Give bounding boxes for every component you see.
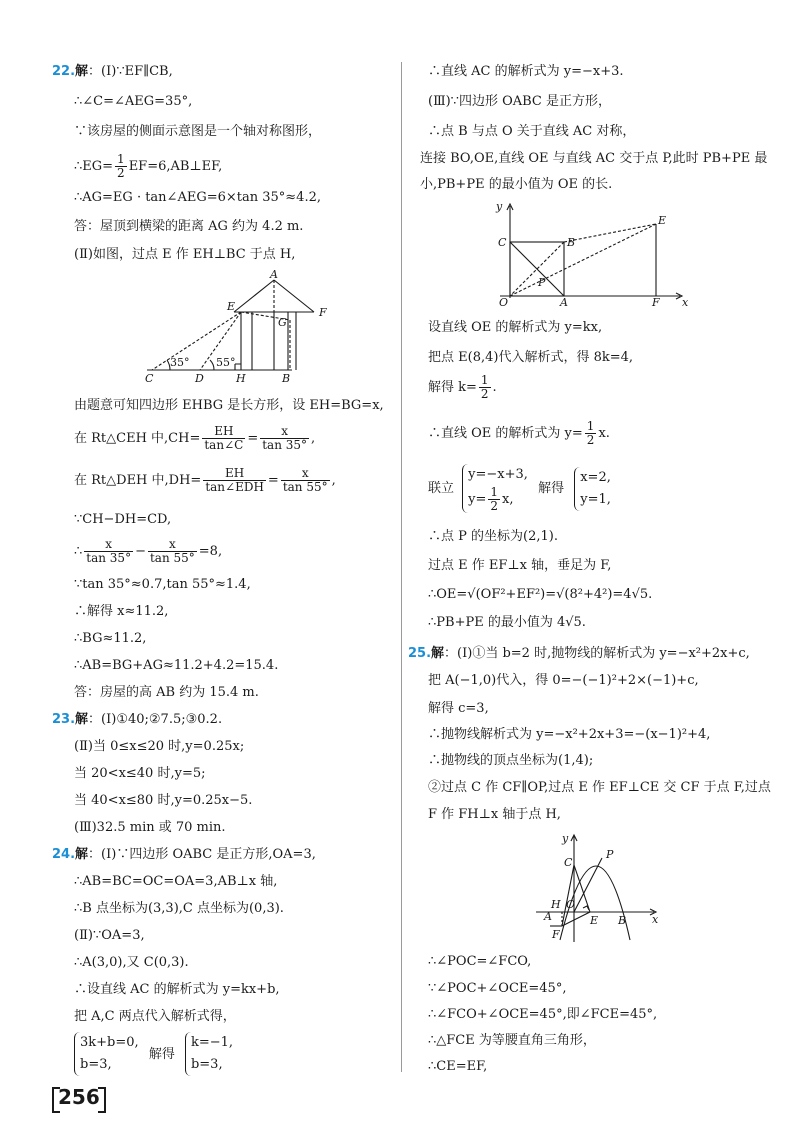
q25-line-4: ∴抛物线解析式为 y=−x²+2x+3=−(x−1)²+4, (428, 727, 711, 742)
q22-line-7: (Ⅱ)如图，过点 E 作 EH⊥BC 于点 H, (74, 247, 296, 262)
q23-jie: 解 (75, 712, 89, 727)
label-F: F (319, 306, 327, 319)
text: = (267, 473, 279, 488)
equation-system (462, 464, 528, 513)
eq: x=2, (580, 469, 611, 485)
label-O: O (566, 898, 576, 911)
text: ∴直线 OE 的解析式为 y= (428, 426, 583, 441)
label-O: O (499, 296, 509, 309)
q24-coordinate-figure (492, 198, 692, 310)
q24-r6: 设直线 OE 的解析式为 y=kx, (428, 320, 603, 335)
label-E: E (658, 214, 667, 227)
q24-line-7: 把 A,C 两点代入解析式得， (74, 1009, 236, 1024)
label-H: H (236, 372, 246, 385)
frac-den: 2 (490, 499, 499, 513)
eq (468, 486, 528, 513)
text: x, (502, 492, 514, 507)
q22-house-figure (142, 268, 362, 388)
q24-number: 24. (52, 847, 76, 862)
frac-num: EH (203, 467, 266, 481)
q25-line-2: 把 A(−1,0)代入，得 0=−(−1)²+2×(−1)+c, (428, 673, 699, 688)
frac-num: 1 (480, 373, 489, 387)
q23-line-5: (Ⅲ)32.5 min 或 70 min. (74, 820, 226, 835)
frac-num: EH (202, 425, 245, 439)
eq: y=1, (580, 491, 611, 507)
label-D: D (195, 372, 204, 385)
q25-line-6: ②过点 C 作 CF∥OP,过点 E 作 EF⊥CE 交 CF 于点 F,过点 (428, 780, 771, 795)
label-A: A (544, 910, 552, 923)
q25-line-9: ∵∠POC+∠OCE=45°, (428, 981, 567, 996)
q22-line-17: 答：房屋的高 AB 约为 15.4 m. (74, 685, 259, 700)
q24-r8 (428, 373, 497, 403)
q22-line-1 (52, 63, 173, 81)
eq: k=−1, (190, 1035, 234, 1050)
frac-den: 2 (480, 387, 489, 401)
frac-num: 1 (117, 152, 125, 166)
q24-line-1 (52, 846, 316, 864)
q24-r4: 连接 BO,OE,直线 OE 与直线 AC 交于点 P,此时 PB+PE 最 (420, 151, 768, 166)
text: 解得 (538, 481, 565, 496)
text: , (331, 473, 336, 488)
q22-l4b: EF=6,AB⊥EF, (128, 159, 223, 174)
q24-r13: ∴PB+PE 的最小值为 4√5. (428, 615, 586, 630)
label-B: B (618, 914, 627, 927)
q22-line-8: 由题意可知四边形 EHBG 是长方形，设 EH=BG=x, (74, 398, 384, 413)
text: 在 Rt△CEH 中,CH= (74, 431, 201, 446)
axis-x-label: x (652, 913, 659, 926)
q23-line-3: 当 20<x≤40 时,y=5; (74, 766, 206, 781)
q22-l4a: ∴EG= (74, 159, 114, 174)
fraction (84, 538, 133, 565)
eq: b=3, (80, 1057, 112, 1072)
label-C: C (498, 236, 507, 249)
frac-num: 1 (586, 419, 595, 433)
frac-num: x (84, 538, 133, 552)
label-35deg: 35° (170, 356, 190, 369)
text: = (247, 431, 259, 446)
equation-system (185, 1032, 233, 1076)
label-P: P (606, 848, 614, 861)
q22-line-16: ∴AB=BG+AG≈11.2+4.2=15.4. (74, 658, 279, 673)
column-divider (401, 62, 402, 1072)
text: − (135, 544, 146, 559)
q24-r3: ∴点 B 与点 O 关于直线 AC 对称， (428, 124, 636, 139)
q24-r12: ∴OE=√(OF²+EF²)=√(8²+4²)=4√5. (428, 587, 653, 602)
label-C: C (145, 372, 154, 385)
fraction (488, 486, 500, 513)
q22-line-4 (74, 152, 222, 182)
fraction (585, 420, 597, 447)
label-F: F (652, 296, 660, 309)
q22-line-2: ∴∠C=∠AEG=35°, (74, 94, 193, 109)
q24-line-5: ∴A(3,0),又 C(0,3). (74, 955, 189, 970)
q25-line-7: F 作 FH⊥x 轴于点 H, (428, 807, 561, 822)
q24-line-3: ∴B 点坐标为(3,3),C 点坐标为(0,3). (74, 901, 284, 916)
text: , (311, 431, 316, 446)
text: =8, (198, 544, 223, 559)
label-F: F (552, 928, 560, 941)
text: 解得 (148, 1046, 175, 1062)
text: 在 Rt△DEH 中,DH= (74, 473, 202, 488)
frac-num: 1 (490, 485, 499, 499)
q25-line-12: ∴CE=EF, (428, 1059, 488, 1074)
eq: 3k+b=0, (80, 1035, 139, 1050)
q25-line-3: 解得 c=3, (428, 701, 489, 716)
frac-num: x (260, 425, 309, 439)
frac-den: tan∠C (204, 438, 244, 452)
q25-text: ：(Ⅰ)①当 b=2 时,抛物线的解析式为 y=−x²+2x+c, (444, 646, 750, 661)
q22-line-6: 答：屋顶到横梁的距离 AG 约为 4.2 m. (74, 219, 304, 234)
q25-jie: 解 (431, 646, 445, 661)
equation-system (574, 467, 611, 511)
axis-y-label: y (562, 832, 569, 845)
q22-line-12 (74, 537, 222, 567)
q22-line-13: ∵tan 35°≈0.7,tan 55°≈1.4, (74, 577, 251, 592)
text: x. (598, 426, 610, 441)
label-55deg: 55° (216, 356, 236, 369)
label-E: E (590, 914, 599, 927)
q22-text: ：(Ⅰ)∵EF∥CB, (88, 64, 173, 79)
q24-r5: 小,PB+PE 的最小值为 OE 的长. (420, 177, 613, 192)
q24-r9 (428, 419, 610, 449)
q24-system (74, 1032, 233, 1076)
frac-den: tan 35° (262, 438, 308, 452)
q25-line-11: ∴△FCE 为等腰直角三角形， (428, 1033, 596, 1048)
fraction (148, 538, 197, 565)
q25-number: 25. (408, 646, 432, 661)
q24-r10: ∴点 P 的坐标为(2,1). (428, 529, 558, 544)
text: 联立 (428, 481, 455, 496)
label-A: A (270, 268, 278, 281)
q25-line-10: ∴∠FCO+∠OCE=45°,即∠FCE=45°, (428, 1007, 658, 1022)
q25-line-8: ∴∠POC=∠FCO, (428, 954, 532, 969)
q24-line-2: ∴AB=BC=OC=OA=3,AB⊥x 轴, (74, 874, 278, 889)
frac-num: x (281, 467, 330, 481)
q24-r1: ∴直线 AC 的解析式为 y=−x+3. (428, 64, 624, 79)
fraction (479, 374, 491, 401)
fraction (203, 467, 266, 494)
fraction (202, 425, 245, 452)
q23-line-2: (Ⅱ)当 0≤x≤20 时,y=0.25x; (74, 739, 245, 754)
label-B: B (282, 372, 291, 385)
frac-den: tan∠EDH (205, 480, 264, 494)
label-C: C (564, 856, 573, 869)
q23-line-4: 当 40<x≤80 时,y=0.25x−5. (74, 793, 253, 808)
label-B: B (567, 236, 576, 249)
q24-jie: 解 (75, 847, 89, 862)
fraction (260, 425, 309, 452)
label-P: P (538, 276, 546, 289)
q24-system-2 (428, 464, 611, 513)
label-H: H (551, 898, 561, 911)
q25-parabola-figure (532, 832, 662, 950)
equation-system (74, 1032, 139, 1076)
q22-line-15: ∴BG≈11.2, (74, 631, 147, 646)
q24-r7: 把点 E(8,4)代入解析式，得 8k=4, (428, 350, 634, 365)
q24-r11: 过点 E 作 EF⊥x 轴，垂足为 F, (428, 558, 612, 573)
frac-den: 2 (117, 166, 125, 180)
q23-text: ：(Ⅰ)①40;②7.5;③0.2. (88, 712, 223, 727)
label-A: A (560, 296, 568, 309)
frac-den: tan 35° (86, 551, 132, 565)
label-G: G (278, 316, 287, 329)
fraction (281, 467, 330, 494)
q22-jie: 解 (75, 64, 89, 79)
q24-text: ：(Ⅰ)∵四边形 OABC 是正方形,OA=3, (88, 847, 316, 862)
q25-line-1 (408, 645, 750, 663)
label-E: E (227, 300, 236, 313)
frac-den: tan 55° (149, 551, 195, 565)
frac-num: x (148, 538, 197, 552)
q25-line-5: ∴抛物线的顶点坐标为(1,4); (428, 753, 594, 768)
q22-line-5: ∴AG=EG · tan∠AEG=6×tan 35°≈4.2, (74, 190, 321, 205)
q22-line-9 (74, 424, 315, 454)
q23-line-1 (52, 711, 222, 729)
q22-line-3: ∵该房屋的侧面示意图是一个轴对称图形， (74, 124, 322, 139)
q22-line-10 (74, 466, 336, 496)
text: ∴ (74, 544, 83, 559)
q24-line-4: (Ⅱ)∵OA=3, (74, 928, 145, 943)
frac-den: 2 (586, 433, 595, 447)
eq: y=−x+3, (468, 467, 528, 482)
q24-r2: (Ⅲ)∵四边形 OABC 是正方形， (428, 94, 612, 109)
q22-line-11: ∵CH−DH=CD, (74, 512, 172, 527)
frac-den: tan 55° (282, 480, 328, 494)
q24-line-6: ∴设直线 AC 的解析式为 y=kx+b, (74, 982, 280, 997)
page-number: 256 (58, 1085, 100, 1109)
eq: b=3, (190, 1057, 223, 1072)
text: . (492, 380, 497, 395)
q23-number: 23. (52, 712, 76, 727)
text: 解得 k= (428, 380, 477, 395)
axis-x-label: x (682, 296, 689, 309)
q22-number: 22. (52, 64, 76, 79)
text: y= (468, 492, 487, 507)
axis-y-label: y (496, 200, 503, 213)
fraction (115, 153, 127, 180)
q22-line-14: ∴解得 x≈11.2, (74, 604, 169, 619)
